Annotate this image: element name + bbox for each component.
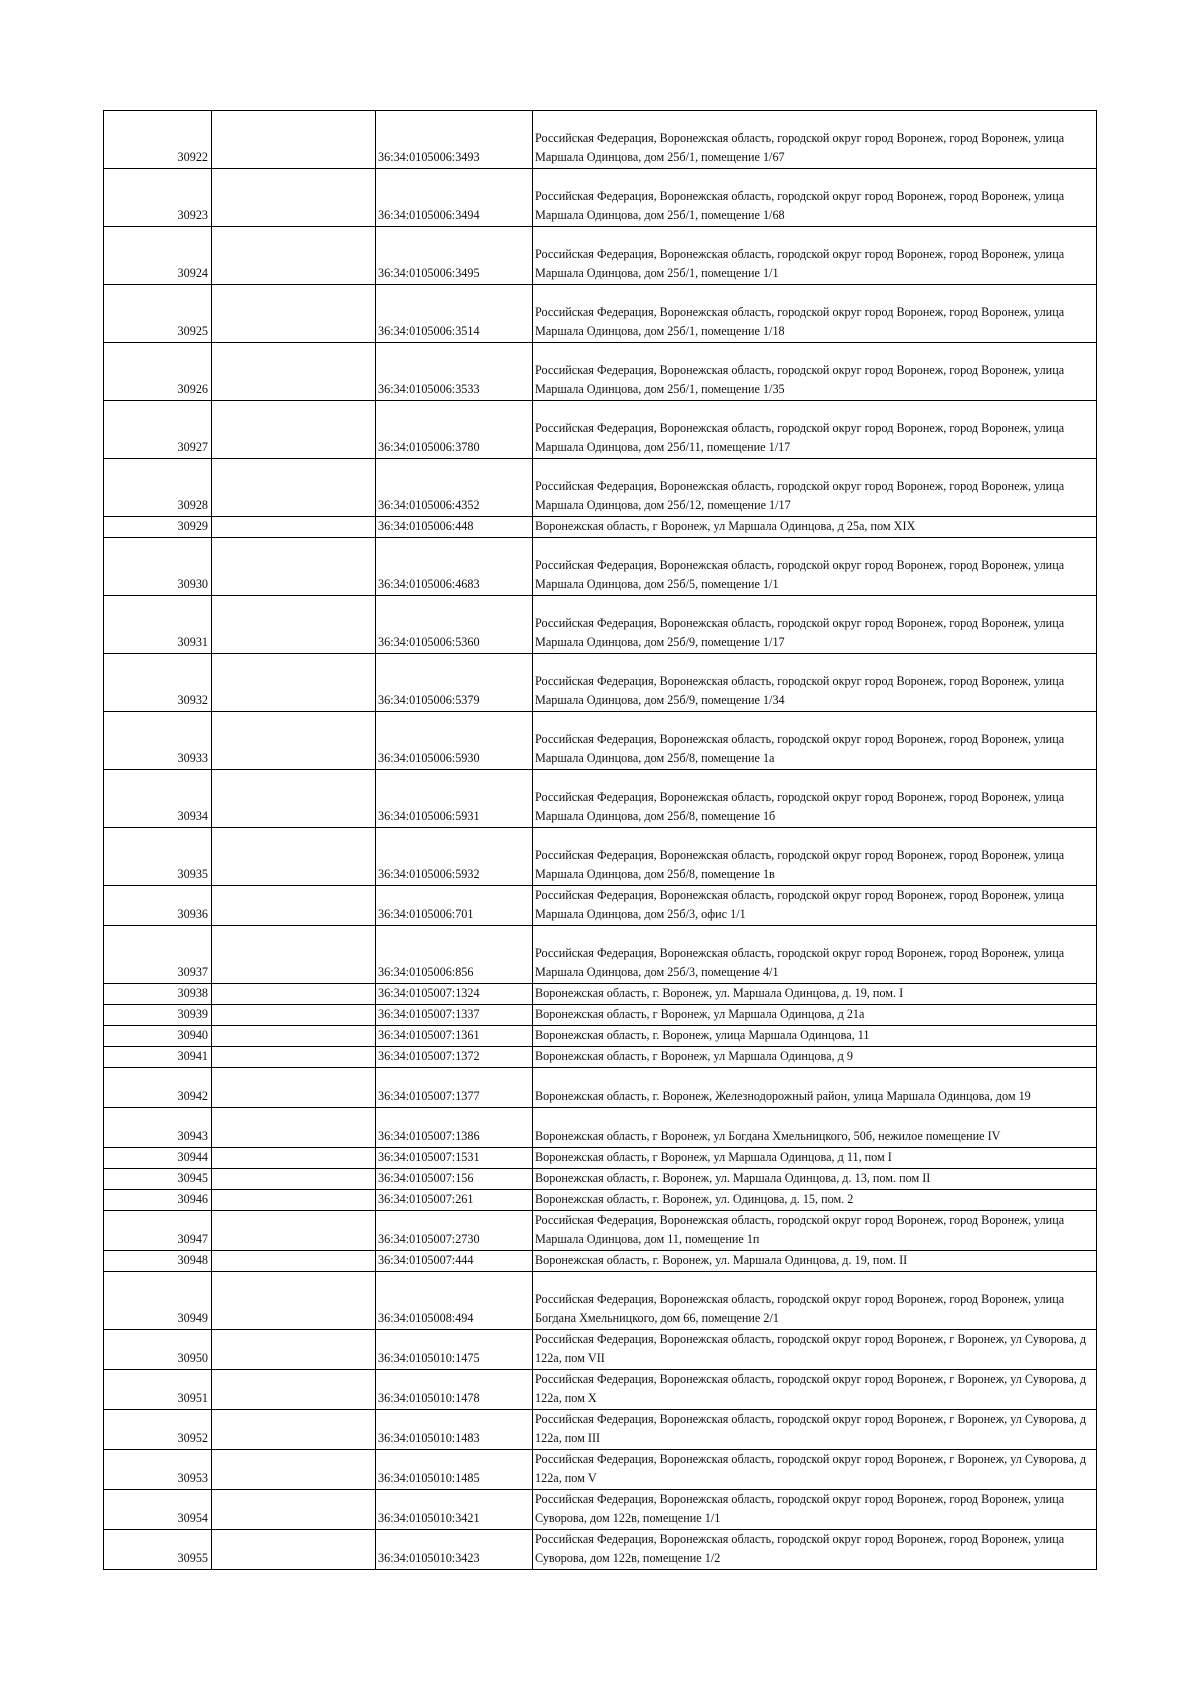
row-number: 30946 <box>104 1190 212 1211</box>
empty-cell <box>212 1272 376 1330</box>
address-cell: Воронежская область, г. Воронеж, ул. Маршала Одинцова, д. 19, пом. II <box>533 1251 1097 1272</box>
table-row <box>104 1190 1097 1211</box>
table-row <box>104 459 1097 517</box>
row-number: 30940 <box>104 1026 212 1047</box>
address-cell: Российская Федерация, Воронежская область, городской округ город Воронеж, город Воронеж, улица Маршала Одинцова, дом 25б/1, помещение 1/67 <box>533 111 1097 169</box>
row-number: 30951 <box>104 1370 212 1410</box>
row-number: 30923 <box>104 169 212 227</box>
cadastral-number: 36:34:0105006:5360 <box>376 596 533 654</box>
empty-cell <box>212 1026 376 1047</box>
cadastral-number: 36:34:0105010:1483 <box>376 1410 533 1450</box>
cadastral-number: 36:34:0105007:1386 <box>376 1108 533 1148</box>
cadastral-number: 36:34:0105006:448 <box>376 517 533 538</box>
cadastral-number: 36:34:0105006:5931 <box>376 770 533 828</box>
address-cell: Воронежская область, г. Воронеж, ул. Маршала Одинцова, д. 13, пом. пом II <box>533 1169 1097 1190</box>
table-row <box>104 770 1097 828</box>
cadastral-number: 36:34:0105010:3421 <box>376 1490 533 1530</box>
address-cell: Российская Федерация, Воронежская область, городской округ город Воронеж, город Воронеж, улица Маршала Одинцова, дом 25б/5, помещение 1/1 <box>533 538 1097 596</box>
empty-cell <box>212 596 376 654</box>
empty-cell <box>212 926 376 984</box>
cadastral-number: 36:34:0105007:2730 <box>376 1211 533 1251</box>
cadastral-number: 36:34:0105006:4352 <box>376 459 533 517</box>
table-body <box>104 111 1097 1570</box>
row-number: 30925 <box>104 285 212 343</box>
address-cell: Российская Федерация, Воронежская область, городской округ город Воронеж, город Воронеж, улица Суворова, дом 122в, помещение 1/1 <box>533 1490 1097 1530</box>
table-row <box>104 1251 1097 1272</box>
cadastral-number: 36:34:0105007:1377 <box>376 1068 533 1108</box>
empty-cell <box>212 886 376 926</box>
cadastral-number: 36:34:0105010:1478 <box>376 1370 533 1410</box>
empty-cell <box>212 227 376 285</box>
cadastral-number: 36:34:0105006:856 <box>376 926 533 984</box>
empty-cell <box>212 401 376 459</box>
table-row <box>104 1272 1097 1330</box>
address-cell: Российская Федерация, Воронежская область, городской округ город Воронеж, г Воронеж, ул Суворова, д 122а, пом X <box>533 1370 1097 1410</box>
row-number: 30933 <box>104 712 212 770</box>
cadastral-number: 36:34:0105007:1531 <box>376 1148 533 1169</box>
row-number: 30953 <box>104 1450 212 1490</box>
table-row <box>104 1047 1097 1068</box>
table-row <box>104 1026 1097 1047</box>
empty-cell <box>212 654 376 712</box>
document-page <box>103 110 1096 1570</box>
empty-cell <box>212 1068 376 1108</box>
empty-cell <box>212 1251 376 1272</box>
cadastral-number: 36:34:0105007:444 <box>376 1251 533 1272</box>
table-row <box>104 1490 1097 1530</box>
address-cell: Воронежская область, г. Воронеж, Железнодорожный район, улица Маршала Одинцова, дом 19 <box>533 1068 1097 1108</box>
empty-cell <box>212 1047 376 1068</box>
row-number: 30954 <box>104 1490 212 1530</box>
table-row <box>104 1530 1097 1570</box>
address-cell: Российская Федерация, Воронежская область, городской округ город Воронеж, город Воронеж, улица Богдана Хмельницкого, дом 66, помещение 2/1 <box>533 1272 1097 1330</box>
table-row <box>104 1330 1097 1370</box>
empty-cell <box>212 538 376 596</box>
cadastral-number: 36:34:0105006:5932 <box>376 828 533 886</box>
table-row <box>104 1005 1097 1026</box>
cadastral-number: 36:34:0105007:1372 <box>376 1047 533 1068</box>
table-row <box>104 712 1097 770</box>
row-number: 30939 <box>104 1005 212 1026</box>
cadastral-number: 36:34:0105006:5930 <box>376 712 533 770</box>
table-row <box>104 1450 1097 1490</box>
table-row <box>104 343 1097 401</box>
empty-cell <box>212 1169 376 1190</box>
address-cell: Воронежская область, г Воронеж, ул Маршала Одинцова, д 9 <box>533 1047 1097 1068</box>
row-number: 30944 <box>104 1148 212 1169</box>
address-cell: Российская Федерация, Воронежская область, городской округ город Воронеж, город Воронеж, улица Маршала Одинцова, дом 25б/12, помещение 1/17 <box>533 459 1097 517</box>
cadastral-number: 36:34:0105006:3780 <box>376 401 533 459</box>
address-cell: Российская Федерация, Воронежская область, городской округ город Воронеж, город Воронеж, улица Маршала Одинцова, дом 11, помещение 1п <box>533 1211 1097 1251</box>
table-row <box>104 169 1097 227</box>
row-number: 30927 <box>104 401 212 459</box>
row-number: 30926 <box>104 343 212 401</box>
row-number: 30928 <box>104 459 212 517</box>
cadastral-number: 36:34:0105006:3494 <box>376 169 533 227</box>
address-cell: Российская Федерация, Воронежская область, городской округ город Воронеж, город Воронеж, улица Маршала Одинцова, дом 25б/8, помещение 1б <box>533 770 1097 828</box>
address-cell: Российская Федерация, Воронежская область, городской округ город Воронеж, город Воронеж, улица Маршала Одинцова, дом 25б/1, помещение 1/18 <box>533 285 1097 343</box>
table-row <box>104 401 1097 459</box>
table-row <box>104 984 1097 1005</box>
row-number: 30935 <box>104 828 212 886</box>
address-cell: Российская Федерация, Воронежская область, городской округ город Воронеж, город Воронеж, улица Маршала Одинцова, дом 25б/8, помещение 1в <box>533 828 1097 886</box>
table-row <box>104 654 1097 712</box>
address-cell: Российская Федерация, Воронежская область, городской округ город Воронеж, г Воронеж, ул Суворова, д 122а, пом VII <box>533 1330 1097 1370</box>
table-row <box>104 926 1097 984</box>
empty-cell <box>212 1190 376 1211</box>
address-cell: Российская Федерация, Воронежская область, городской округ город Воронеж, город Воронеж, улица Маршала Одинцова, дом 25б/9, помещение 1/17 <box>533 596 1097 654</box>
row-number: 30947 <box>104 1211 212 1251</box>
empty-cell <box>212 984 376 1005</box>
empty-cell <box>212 1108 376 1148</box>
table-row <box>104 1068 1097 1108</box>
address-cell: Воронежская область, г Воронеж, ул Богдана Хмельницкого, 50б, нежилое помещение IV <box>533 1108 1097 1148</box>
empty-cell <box>212 343 376 401</box>
cadastral-number: 36:34:0105007:1337 <box>376 1005 533 1026</box>
cadastral-number: 36:34:0105006:3493 <box>376 111 533 169</box>
cadastral-table <box>103 110 1097 1570</box>
row-number: 30943 <box>104 1108 212 1148</box>
table-row <box>104 1410 1097 1450</box>
address-cell: Российская Федерация, Воронежская область, городской округ город Воронеж, г Воронеж, ул Суворова, д 122а, пом III <box>533 1410 1097 1450</box>
address-cell: Российская Федерация, Воронежская область, городской округ город Воронеж, город Воронеж, улица Маршала Одинцова, дом 25б/8, помещение 1а <box>533 712 1097 770</box>
address-cell: Воронежская область, г. Воронеж, улица Маршала Одинцова, 11 <box>533 1026 1097 1047</box>
row-number: 30949 <box>104 1272 212 1330</box>
address-cell: Российская Федерация, Воронежская область, городской округ город Воронеж, город Воронеж, улица Маршала Одинцова, дом 25б/3, помещение 4/1 <box>533 926 1097 984</box>
table-row <box>104 227 1097 285</box>
table-row <box>104 538 1097 596</box>
row-number: 30938 <box>104 984 212 1005</box>
cadastral-number: 36:34:0105006:701 <box>376 886 533 926</box>
empty-cell <box>212 1330 376 1370</box>
table-row <box>104 1370 1097 1410</box>
row-number: 30937 <box>104 926 212 984</box>
empty-cell <box>212 712 376 770</box>
cadastral-number: 36:34:0105008:494 <box>376 1272 533 1330</box>
address-cell: Российская Федерация, Воронежская область, городской округ город Воронеж, город Воронеж, улица Маршала Одинцова, дом 25б/1, помещение 1/35 <box>533 343 1097 401</box>
row-number: 30929 <box>104 517 212 538</box>
empty-cell <box>212 1410 376 1450</box>
cadastral-number: 36:34:0105010:1485 <box>376 1450 533 1490</box>
cadastral-number: 36:34:0105006:3514 <box>376 285 533 343</box>
table-row <box>104 285 1097 343</box>
row-number: 30942 <box>104 1068 212 1108</box>
empty-cell <box>212 169 376 227</box>
address-cell: Воронежская область, г Воронеж, ул Маршала Одинцова, д 21а <box>533 1005 1097 1026</box>
empty-cell <box>212 1530 376 1570</box>
cadastral-number: 36:34:0105007:1324 <box>376 984 533 1005</box>
row-number: 30934 <box>104 770 212 828</box>
address-cell: Российская Федерация, Воронежская область, городской округ город Воронеж, город Воронеж, улица Маршала Одинцова, дом 25б/1, помещение 1/1 <box>533 227 1097 285</box>
table-row <box>104 596 1097 654</box>
cadastral-number: 36:34:0105007:1361 <box>376 1026 533 1047</box>
address-cell: Российская Федерация, Воронежская область, городской округ город Воронеж, город Воронеж, улица Маршала Одинцова, дом 25б/11, помещение 1/17 <box>533 401 1097 459</box>
empty-cell <box>212 459 376 517</box>
address-cell: Воронежская область, г Воронеж, ул Маршала Одинцова, д 11, пом I <box>533 1148 1097 1169</box>
empty-cell <box>212 1211 376 1251</box>
row-number: 30952 <box>104 1410 212 1450</box>
table-row <box>104 1148 1097 1169</box>
address-cell: Российская Федерация, Воронежская область, городской округ город Воронеж, город Воронеж, улица Маршала Одинцова, дом 25б/9, помещение 1/34 <box>533 654 1097 712</box>
table-row <box>104 111 1097 169</box>
empty-cell <box>212 1005 376 1026</box>
address-cell: Воронежская область, г Воронеж, ул Маршала Одинцова, д 25а, пом XIX <box>533 517 1097 538</box>
row-number: 30932 <box>104 654 212 712</box>
empty-cell <box>212 285 376 343</box>
table-row <box>104 828 1097 886</box>
row-number: 30931 <box>104 596 212 654</box>
address-cell: Российская Федерация, Воронежская область, городской округ город Воронеж, город Воронеж, улица Суворова, дом 122в, помещение 1/2 <box>533 1530 1097 1570</box>
row-number: 30922 <box>104 111 212 169</box>
empty-cell <box>212 770 376 828</box>
row-number: 30941 <box>104 1047 212 1068</box>
cadastral-number: 36:34:0105007:156 <box>376 1169 533 1190</box>
cadastral-number: 36:34:0105010:1475 <box>376 1330 533 1370</box>
address-cell: Воронежская область, г. Воронеж, ул. Одинцова, д. 15, пом. 2 <box>533 1190 1097 1211</box>
row-number: 30930 <box>104 538 212 596</box>
empty-cell <box>212 517 376 538</box>
cadastral-number: 36:34:0105010:3423 <box>376 1530 533 1570</box>
row-number: 30955 <box>104 1530 212 1570</box>
empty-cell <box>212 1450 376 1490</box>
table-row <box>104 517 1097 538</box>
table-row <box>104 886 1097 926</box>
row-number: 30945 <box>104 1169 212 1190</box>
row-number: 30936 <box>104 886 212 926</box>
address-cell: Российская Федерация, Воронежская область, городской округ город Воронеж, город Воронеж, улица Маршала Одинцова, дом 25б/3, офис 1/1 <box>533 886 1097 926</box>
row-number: 30948 <box>104 1251 212 1272</box>
table-row <box>104 1211 1097 1251</box>
address-cell: Воронежская область, г. Воронеж, ул. Маршала Одинцова, д. 19, пом. I <box>533 984 1097 1005</box>
cadastral-number: 36:34:0105006:3533 <box>376 343 533 401</box>
empty-cell <box>212 111 376 169</box>
empty-cell <box>212 828 376 886</box>
cadastral-number: 36:34:0105006:4683 <box>376 538 533 596</box>
address-cell: Российская Федерация, Воронежская область, городской округ город Воронеж, г Воронеж, ул Суворова, д 122а, пом V <box>533 1450 1097 1490</box>
address-cell: Российская Федерация, Воронежская область, городской округ город Воронеж, город Воронеж, улица Маршала Одинцова, дом 25б/1, помещение 1/68 <box>533 169 1097 227</box>
table-row <box>104 1108 1097 1148</box>
empty-cell <box>212 1490 376 1530</box>
row-number: 30924 <box>104 227 212 285</box>
cadastral-number: 36:34:0105007:261 <box>376 1190 533 1211</box>
empty-cell <box>212 1148 376 1169</box>
cadastral-number: 36:34:0105006:3495 <box>376 227 533 285</box>
row-number: 30950 <box>104 1330 212 1370</box>
empty-cell <box>212 1370 376 1410</box>
table-row <box>104 1169 1097 1190</box>
cadastral-number: 36:34:0105006:5379 <box>376 654 533 712</box>
